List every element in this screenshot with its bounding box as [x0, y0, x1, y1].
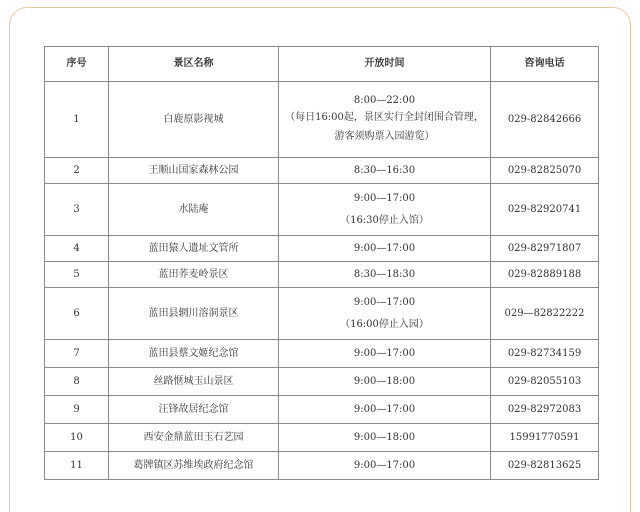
- row-hours: 9:00—17:00: [279, 340, 491, 368]
- row-no: 1: [45, 82, 109, 158]
- table-row: [45, 288, 599, 340]
- row-hours: [279, 288, 491, 340]
- row-name: 蓝田猿人遗址文管所: [109, 236, 279, 262]
- row-name: 蓝田荞麦岭景区: [109, 262, 279, 288]
- row-hours: 9:00—17:00: [279, 236, 491, 262]
- row-no: 10: [45, 424, 109, 452]
- row-no: 8: [45, 368, 109, 396]
- row-no: 5: [45, 262, 109, 288]
- table-row: [45, 184, 599, 236]
- hours-note: （16:30停止入馆）: [340, 214, 429, 226]
- opening-hours-table: [44, 46, 599, 480]
- header-phone: 咨询电话: [491, 47, 599, 82]
- header-name: 景区名称: [109, 47, 279, 82]
- table-row: [45, 396, 599, 424]
- row-phone: 15991770591: [491, 424, 599, 452]
- table-row: [45, 82, 599, 158]
- header-no: 序号: [45, 47, 109, 82]
- table-row: [45, 262, 599, 288]
- row-no: 9: [45, 396, 109, 424]
- row-phone: 029—82822222: [491, 288, 599, 340]
- row-name: 汪锋故居纪念馆: [109, 396, 279, 424]
- row-no: 3: [45, 184, 109, 236]
- hours-line: 9:00—17:00: [353, 296, 416, 308]
- hours-line: 9:00—17:00: [353, 192, 416, 204]
- row-name: 蓝田县辋川溶洞景区: [109, 288, 279, 340]
- row-name: 西安金鼎蓝田玉石艺园: [109, 424, 279, 452]
- hours-note: （每日16:00起，景区实行全封闭围合管理，游客须购票入园游览）: [285, 111, 484, 142]
- row-no: 6: [45, 288, 109, 340]
- table-row: [45, 424, 599, 452]
- row-hours: 8:30—16:30: [279, 158, 491, 184]
- row-phone: 029-82734159: [491, 340, 599, 368]
- table-row: [45, 158, 599, 184]
- row-name: 丝路惬城玉山景区: [109, 368, 279, 396]
- hours-line: 8:00—22:00: [353, 94, 416, 106]
- header-hours: 开放时间: [279, 47, 491, 82]
- row-phone: 029-82842666: [491, 82, 599, 158]
- row-no: 7: [45, 340, 109, 368]
- table-row: [45, 452, 599, 480]
- row-phone: 029-82972083: [491, 396, 599, 424]
- table-row: [45, 340, 599, 368]
- row-hours: [279, 184, 491, 236]
- row-phone: 029-82889188: [491, 262, 599, 288]
- row-phone: 029-82813625: [491, 452, 599, 480]
- row-no: 4: [45, 236, 109, 262]
- row-name: 葛牌镇区苏维埃政府纪念馆: [109, 452, 279, 480]
- row-name: 水陆庵: [109, 184, 279, 236]
- row-hours: [279, 82, 491, 158]
- row-name: 王顺山国家森林公园: [109, 158, 279, 184]
- row-hours: 8:30—18:30: [279, 262, 491, 288]
- table-row: [45, 236, 599, 262]
- row-no: 2: [45, 158, 109, 184]
- row-no: 11: [45, 452, 109, 480]
- row-phone: 029-82920741: [491, 184, 599, 236]
- table-row: [45, 368, 599, 396]
- row-hours: 9:00—18:00: [279, 424, 491, 452]
- row-hours: 9:00—17:00: [279, 452, 491, 480]
- row-phone: 029-82055103: [491, 368, 599, 396]
- row-phone: 029-82971807: [491, 236, 599, 262]
- row-phone: 029-82825070: [491, 158, 599, 184]
- row-name: 白鹿原影视城: [109, 82, 279, 158]
- table-header-row: [45, 47, 599, 82]
- row-hours: 9:00—18:00: [279, 368, 491, 396]
- hours-note: （16:00停止入园）: [340, 318, 429, 330]
- row-hours: 9:00—17:00: [279, 396, 491, 424]
- row-name: 蓝田县蔡文姬纪念馆: [109, 340, 279, 368]
